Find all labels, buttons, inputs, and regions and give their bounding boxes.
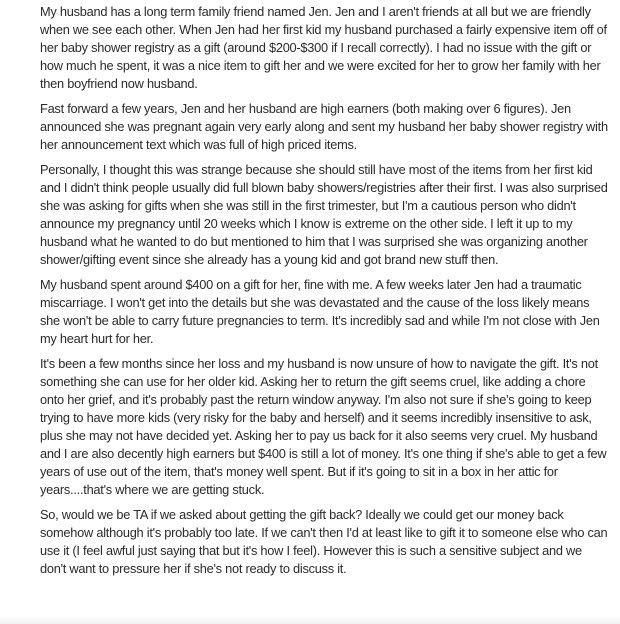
post-paragraph: My husband spent around $400 on a gift for her, fine with me. A few weeks later Jen had a traumatic miscarriage. I won't get into the details but she was devastated and the cause of the loss likely means she won't be able to carry future pregnancies to term. It's incredibly sad and while I'm not close with Jen my heart hurt for her. <box>40 277 600 346</box>
bottom-edge-divider <box>0 616 620 624</box>
post-paragraph: Personally, I thought this was strange because she should still have most of the items from her first kid and I didn't think people usually did full blown baby showers/registries after their first. I was also surprised she was asking for gifts when she was still in the first trimester, but I'm a cautious person who didn't announce my pregnancy until 20 weeks which I know is extreme on the other side. I left it up to my husband what he wanted to do but mentioned to him that I was surprised she was organizing another shower/gifting event since she already has a young kid and got brand new stuff then. <box>40 162 608 267</box>
post-paragraph: It's been a few months since her loss and my husband is now unsure of how to navigate the gift. It's not something she can use for her older kid. Asking her to return the gift seems cruel, like adding a chore onto her grief, and it's probably past the return window anyway. I'm also not sure if she's going to keep trying to have more kids (very risky for the baby and herself) and it seems incredibly insensitive to ask, plus she may not have decided yet. Asking her to pay us back for it also seems very cruel. My husband and I are also decently high earners but $400 is still a lot of money. It's one thing if she's able to get a few years of use out of the item, that's money well spent. But if it's going to sit in a box in her attic for years....that's where we are getting stuck. <box>40 356 607 497</box>
post-paragraph: My husband has a long term family friend named Jen. Jen and I aren't friends at all but we are friendly when we see each other. When Jen had her first kid my husband purchased a fairly expensive item off of her baby shower registry as a gift (around $200-$300 if I recall correctly). I had no issue with the gift or how much he spent, it was a nice item to gift her and we were excited for her to grow her family with her then boyfriend now husband. <box>40 4 607 91</box>
post-paragraph: So, would we be TA if we asked about getting the gift back? Ideally we could get our money back somehow although it's probably too late. If we can't then I'd at least like to gift it to someone else who can use it (I feel awful just saying that but it's how I feel). However this is such a sensitive subject and we don't want to pressure her if she's not ready to discuss it. <box>40 507 608 576</box>
post-paragraph: Fast forward a few years, Jen and her husband are high earners (both making over 6 figures). Jen announced she was pregnant again very early along and sent my husband her baby shower registry with her announcement text which was full of high priced items. <box>40 101 608 152</box>
